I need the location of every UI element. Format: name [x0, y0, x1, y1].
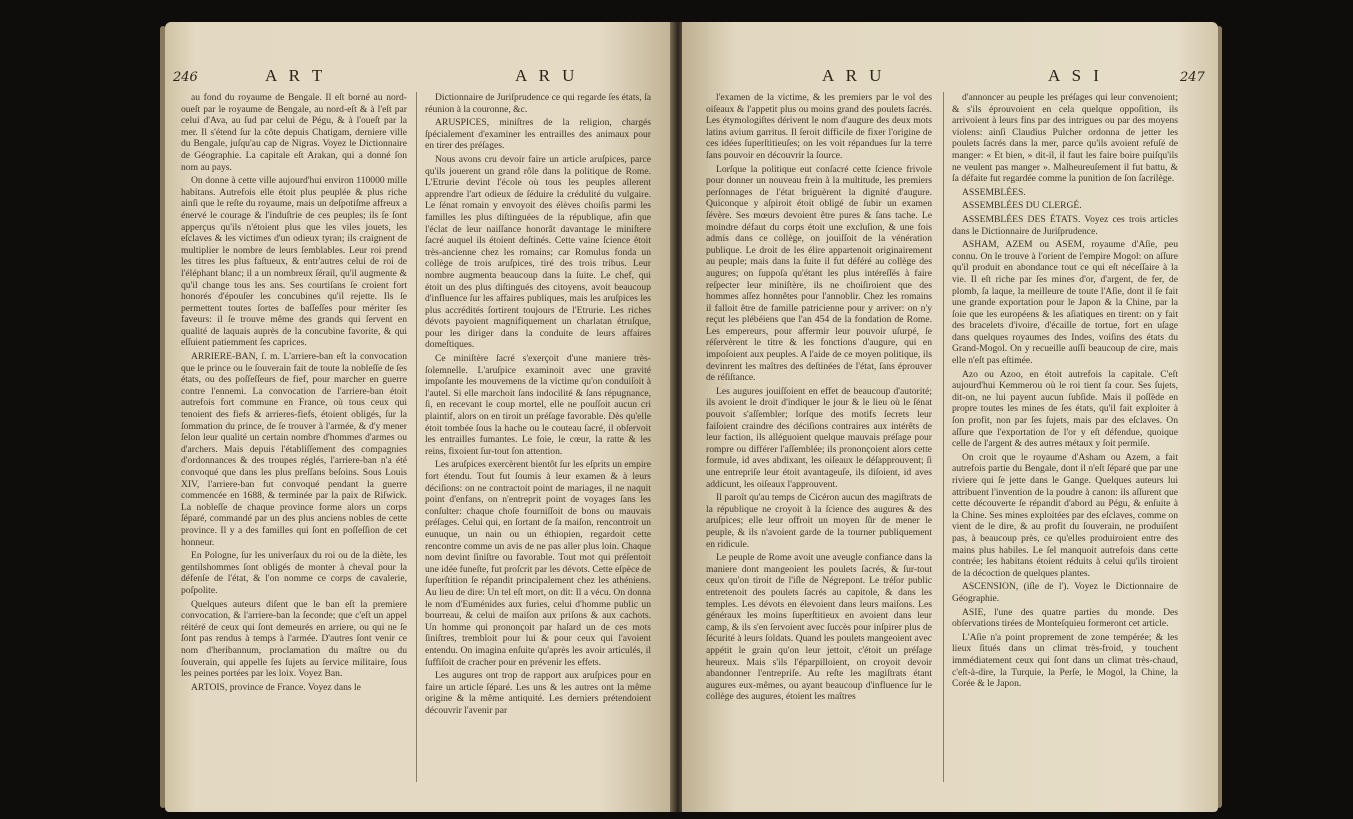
paragraph: ASSEMBLÉES DES ÉTATS. Voyez ces trois articles dans le Dictionnaire de Juriſprudence.: [952, 213, 1178, 237]
paragraph: Il paroît qu'au temps de Cicéron aucun des magiſtrats de la république ne croyoit à la ſcience des augures & des aruſpices; elle leur offroit un moyen ſûr de mener le peuple, & ils n'avoient garde de la tourner publiquement en ridicule.: [706, 492, 932, 550]
paragraph: Nous avons cru devoir faire un article aruſpices, parce qu'ils jouerent un grand rôle dans la politique de Rome. L'Etrurie devint l'école où tous les peuples allerent apprendre l'art odieux de ſéduire la crédulité du vulgaire. Le ſénat romain y envoyoit des élèves choiſis parmi les familles les plus diſtinguées de la république, afin que l'éclat de leur naiſſance honorât davantage le miniſtere ſacré auquel ils étoient deſtinés. Cette vaine ſcience étoit très-ancienne chez les romains; car Romulus fonda un collège de trois aruſpices, tiré des trois tribus. Leur nombre augmenta beaucoup dans la ſuite. Le chef, qui étoit un des plus diſtingués des citoyens, avoit beaucoup d'influence ſur les affaires publiques, mais les aruſpices les plus accrédités ſortirent toujours de l'Etrurie. Les riches dévots payoient magnifiquement un charlatan étruſque, pour les diriger dans la conduite de leurs affaires domeſtiques.: [425, 153, 651, 351]
right-folio: 247: [1180, 70, 1205, 85]
paragraph: Dictionnaire de Juriſprudence ce qui regarde ſes états, ſa réunion à la couronne, &c.: [425, 92, 651, 115]
left-header-left: A R T: [265, 66, 327, 85]
paragraph: Les augures jouiſſoient en effet de beaucoup d'autorité; ils avoient le droit d'indiquer le jour & le lieu où le ſénat pouvoit s'aſſembler; lorſque des motifs ſecrets leur faiſoient craindre des déciſions contraires aux intérêts de leur faction, ils alléguoient quelque mauvais préſage pour rompre ou différer l'aſſemblée; ils prononçoient alors cette formule, id aves abdixant, les oiſeaux le déſapprouvent; ſi une entrepriſe leur étoit avantageuſe, ils diſoient, id aves addicunt, les oiſeaux l'approuvent.: [706, 385, 932, 490]
paragraph: ASCENSION, (iſle de l'). Voyez le Dictionnaire de Géographie.: [952, 581, 1178, 604]
paragraph: Les augures ont trop de rapport aux aruſpices pour en faire un article ſéparé. Les uns & les autres ont la même origine & la même antiquité. Les derniers prétendoient découvrir l'avenir par: [425, 670, 651, 716]
paragraph: En Pologne, ſur les univerſaux du roi ou de la diète, les gentilshommes ſont obligés de monter à cheval pour la défenſe de l'état, & l'on nomme ce corps de cavalerie, poſpolite.: [181, 550, 407, 596]
left-header-right: A R U: [515, 66, 579, 85]
paragraph: au fond du royaume de Bengale. Il eſt borné au nord-oueſt par le royaume de Bengale, au nord-eſt & à l'eſt par celui d'Ava, au ſud par celui de Pégu, & à l'oueſt par la mer. Il s'étend ſur la côte depuis Chatigam, derniere ville du Bengale, juſqu'au cap de Nigras. Voyez le Dictionnaire de Géographie. La capitale eſt Arakan, qui a donné ſon nom au pays.: [181, 92, 407, 173]
right-column-1: [706, 92, 932, 705]
left-page: [165, 22, 675, 812]
paragraph: Quelques auteurs diſent que le ban eſt la premiere convocation, & l'arriere-ban la ſeconde; que c'eſt un appel réitéré de ceux qui ſont demeurés en arriere, ou qui ne ſe ſont pas rendus à temps à l'armée. D'autres ſont venir ce nom d'heribannum, proclamation du maître ou du ſouverain, qui appelle ſes ſujets au ſervice militaire, ſous les peines portées par les loix. Voyez Ban.: [181, 598, 407, 680]
paragraph: d'annoncer au peuple les préſages qui leur convenoient; & s'ils éprouvoient en cela quelque oppoſition, ils arrivoient à leurs fins par des intrigues ou par des moyens violens: ainſi Claudius Pulcher ordonna de jetter les poulets ſacrés dans la mer, parce qu'ils avoient refuſé de manger: « Et bien, » dit-il, il faut les faire boire puiſqu'ils ne veulent pas manger ». Malheureuſement il fut battu, & ſa défaite fut regardée comme la punition de ſon ſacrilège.: [952, 92, 1178, 185]
right-header-right: A S I: [1048, 66, 1103, 85]
paragraph: Ce miniſtère ſacré s'exerçoit d'une maniere très-ſolemnelle. L'aruſpice examinoit avec une gravité impoſante les mouvemens de la victime qu'on conduiſoit à l'autel. Si elle marchoit ſans indocilité & ſans répugnance, ſi, en recevant le coup mortel, elle ne pouſſoit aucun cri plaintif, alors on en tiroit un préſage favorable. Dès qu'elle étoit tombée ſous la hache ou le couteau ſacré, il obſervoit les entrailles fumantes. Le foie, le cœur, la ratte & les reins, fixoient ſur-tout ſon attention.: [425, 353, 651, 457]
left-column-1: [181, 92, 407, 695]
right-column-2: [952, 92, 1178, 692]
paragraph: ARRIERE-BAN, ſ. m. L'arriere-ban eſt la convocation que le prince ou le ſouverain fait de toute la nobleſſe de ſes états, ou des poſſeſſeurs de fief, pour marcher en guerre contre l'ennemi. La convocation de l'arriere-ban étoit autrefois fort commune en France, où tous ceux qui tenoient des fiefs & arrieres-fiefs, étoient obligés, ſur la ſommation du prince, de ſe trouver à l'armée, & d'y mener ſelon leur qualité un certain nombre d'hommes d'armes ou d'archers. Mais depuis l'établiſſement des compagnies d'ordonnances & des troupes réglés, l'arriere-ban n'a été convoqué que dans les plus preſſans beſoins. Sous Louis XIV, l'arriere-ban fut convoqué pendant la guerre commencée en 1688, & terminée par la paix de Riſwick. La nobleſſe de chaque province forme alors un corps ſéparé, commandé par un des plus anciens nobles de cette province. Il y a des familles qui ſont en poſſeſſion de cet honneur.: [181, 351, 407, 548]
left-column-2: [425, 92, 651, 718]
paragraph: Lorſque la politique eut conſacré cette ſcience frivole pour donner un nouveau frein à la multitude, les premiers perſonnages de l'état briguèrent la dignité d'augure. Quiconque y aſpiroit étoit obligé de ſubir un examen ſévère. Ses mœurs devoient être pures & ſans tache. Le moindre défaut du corps étoit une excluſion, & une fois admis dans ce collège, on jouiſſoit de la vénération publique. Le droit de les élire appartenoit originairement au peuple; mais dans la ſuite il fut déféré au collège des augures; on ſuppoſa qu'étant les plus intéreſſés à faire reſpecter leur miniſtère, ils ne choiſiroient que des hommes aſſez honnêtes pour l'annoblir. Chez les romains il falloit être de famille patricienne pour y arriver: on n'y reçut les plébéiens que l'an 454 de la fondation de Rome. Les empereurs, pour affermir leur pouvoir uſurpé, ſe réſervèrent le titre & les fonctions d'augure, qui en impoſoient aux peuples. A l'aide de ce moyen politique, ils devinrent les maîtres des deſtinées de l'état, ſans éprouver de réſiſtance.: [706, 163, 932, 384]
paragraph: Le peuple de Rome avoit une aveugle confiance dans la maniere dont mangeoient les poulets ſacrés, & ſur-tout ceux qu'on tiroit de l'iſle de Négrepont. Le tréſor public entretenoit des poulets ſacrés au capitole, & dans les temples. Les dévots en élevoient dans leurs maiſons. Les généraux les moins ſuperſtitieux en avoient dans leur camp, & ils s'en ſervoient avec ſuccès pour inſpirer plus de ſécurité à leurs ſoldats. Quand les poulets mangeoient avec appétit le grain qu'on leur jettoit, c'étoit un préſage heureux. Mais s'ils l'éparpilloient, on croyoit devoir abandonner l'entrepriſe. Au reſte les magiſtrats étant augures eux-mêmes, ou ayant beaucoup d'influence ſur le collège des augures, étoient les maîtres: [706, 552, 932, 703]
paragraph: ASSEMBLÉES.: [962, 186, 1026, 198]
right-page: [682, 22, 1218, 812]
left-column-rule: [416, 92, 417, 782]
right-header-left: A R U: [822, 66, 886, 85]
paragraph: On croit que le royaume d'Asham ou Azem, a fait autrefois partie du Bengale, dont il n'eſt ſéparé que par une riviere qui ſe jette dans le Gange. Quelques auteurs lui attribuent l'invention de la poudre à canon: ils aſſurent que cette découverte ſe répandit d'abord au Pégu, & enſuite à la Chine. Ses mines exploitées par des eſclaves, comme on vient de le dire, & au profit du ſouverain, ne produiſent pas, à beaucoup près, ce qu'elles produiroient entre des mains plus habiles. Le ſel manquoit autrefois dans cette contrée; les habitans étoient réduits à celui qu'ils tiroient de la décoction de quelques plantes.: [952, 451, 1178, 579]
paragraph: On donne à cette ville aujourd'hui environ 110000 mille habitans. Autrefois elle étoit plus peuplée & plus riche ainſi que le reſte du royaume, mais un deſpotiſme affreux a énervé le courage & l'induſtrie de ces peuples; ils ſe ſont apperçus qu'ils n'étoient plus que les viles jouets, les eſclaves & les victimes d'un odieux tyran; ils craignent de multiplier le nombre de leurs ſemblables. Leur roi prend les titres les plus faſtueux, & entr'autres celui de roi de l'éléphant blanc; il a un nombreux ſérail, qu'il augmente & qu'il change tous les ans. Ses courtiſans ſe croient fort honorés d'épouſer les concubines qu'il rejette. Ils ſe permettent toutes ſortes de baſſeſſes pour mériter ſes faveurs: il ſe trouve même des grands qui ſervent en qualité de laquais auprès de la concubine favorite, & qui eſſuient patiemment ſes caprices.: [181, 175, 407, 349]
left-folio: 246: [173, 70, 198, 85]
right-column-rule: [943, 92, 944, 782]
paragraph: ASIE, l'une des quatre parties du monde. Des obſervations tirées de Monteſquieu formeront cet article.: [952, 606, 1178, 630]
paragraph: ARTOIS, province de France. Voyez dans le: [191, 681, 361, 693]
paragraph: ARUSPICES, miniſtres de la religion, chargés ſpécialement d'examiner les entrailles des animaux pour en tirer des préſages.: [425, 117, 651, 152]
paragraph: Azo ou Azoo, en étoit autrefois la capitale. C'eſt aujourd'hui Kemmerou où le roi tient ſa cour. Ses ſujets, dit-on, ne lui payent aucun ſubſide. Mais il poſſède en propre toutes les mines de ſes états, qu'il fait exploiter à ſon profit, non par ſes ſujets, mais par des eſclaves. On aſſure que l'exportation de l'or y eſt défendue, quoique celle de l'argent & des autres métaux y ſoit permiſe.: [952, 368, 1178, 450]
paragraph: L'Aſie n'a point proprement de zone tempérée; & les lieux ſitués dans un climat très-froid, y touchent immédiatement ceux qui ſont dans un climat très-chaud, c'eſt-à-dire, la Turquie, la Perſe, le Mogol, la Chine, la Corée & le Japon.: [952, 631, 1178, 690]
book-spread: [10, 22, 1343, 812]
paragraph: l'examen de la victime, & les premiers par le vol des oiſeaux & l'appetit plus ou moins grand des poulets ſacrés. Les étymologiſtes dérivent le nom d'augure des deux mots latins avium garritus. Il ſeroit difficile de fixer l'origine de ces idées ſuperſtitieuſes; on les voit répandues ſur la terre ſans pouvoir en découvrir la ſource.: [706, 92, 932, 161]
paragraph: Les aruſpices exercèrent bientôt ſur les eſprits un empire fort étendu. Tout fut ſoumis à leur examen & à leurs déciſions: on ne contractoit point de mariages, il ne naquit point d'enfans, on n'entreprit point de voyages ſans les conſulter: chaque choſe fourniſſoit de bons ou mauvais préſages. Celui qui, en ſortant de ſa maiſon, rencontroit un eunuque, un nain ou un éthiopien, regardoit cette rencontre comme un avis de ne pas aller plus loin. Chaque nom devint ſiniſtre ou favorable. Tout mot qui préſentoit une idée funeſte, fut proſcrit par les dévots. Cette eſpèce de ſuperſtition ſe répandit principalement chez les athéniens. Au lieu de dire: Un tel eſt mort, on dit: Il a vécu. On donna le nom d'Euménides aux furies, celui d'homme public un bourreau, & celui de maiſon aux priſons & aux cachots. Un homme qui prononçoit par haſard un de ces mots ſiniſtres, trembloit pour lui & pour ceux qui l'avoient entendu. On imagina enſuite qu'après les avoir articulés, il ſuffiſoit de cracher pour en prévenir les effets.: [425, 459, 651, 668]
paragraph: ASHAM, AZEM ou ASEM, royaume d'Aſie, peu connu. On le trouve à l'orient de l'empire Mogol: on aſſure qu'il produit en abondance tout ce qui eſt néceſſaire à la vie. Il eſt riche par ſes mines d'or, d'argent, de fer, de plomb, ſa laque, la meilleure de toute l'Aſie, dont il ſe fait une grande exportation pour le Japon & la Chine, par la ſoie que les européens & les aſiatiques en tirent: on y fait des bracelets d'ivoire, d'écaille de tortue, fort en uſage dans quelques royaumes des Indes, voiſins des états du Grand-Mogol. On y recueille auſſi beaucoup de cire, mais elle n'eſt pas eſtimée.: [952, 239, 1178, 367]
paragraph: ASSEMBLÉES DU CLERGÉ.: [962, 200, 1082, 212]
